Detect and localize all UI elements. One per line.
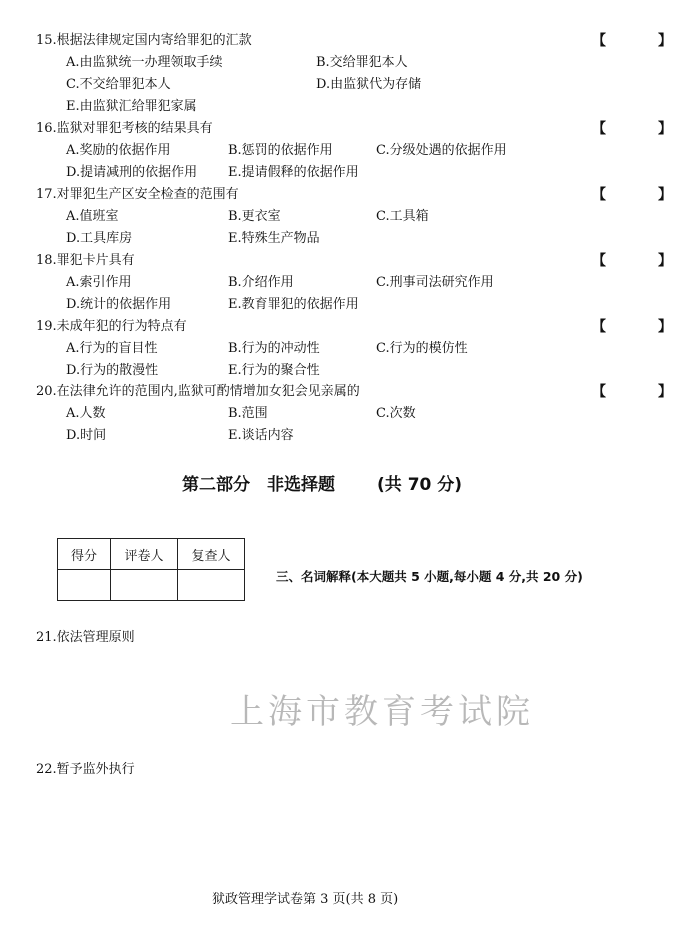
option-e: E.特殊生产物品 [228,231,320,246]
answer-bracket-open: 【 [592,187,606,203]
option-d: D.工具库房 [66,231,133,246]
watermark-stamp: 上海市教育考试院 [230,692,534,732]
option-d: D.由监狱代为存储 [316,77,422,92]
option-e: E.由监狱汇给罪犯家属 [66,99,197,114]
option-b: B.范围 [228,406,268,421]
option-b: B.更衣室 [228,209,281,224]
option-e: E.教育罪犯的依据作用 [228,297,359,312]
reviewer-cell [178,570,245,601]
question-20-stem: 20.在法律允许的范围内,监狱可酌情增加女犯会见亲属的 [36,384,360,399]
question-19-stem: 19.未成年犯的行为特点有 [36,319,187,334]
reviewer-header: 复查人 [178,539,245,570]
option-a: A.奖励的依据作用 [66,143,171,158]
option-e: E.提请假释的依据作用 [228,165,359,180]
option-b: B.行为的冲动性 [228,341,320,356]
score-header: 得分 [58,539,111,570]
option-b: B.介绍作用 [228,275,294,290]
answer-bracket-open: 【 [592,319,606,335]
question-15-stem: 15.根据法律规定国内寄给罪犯的汇款 [36,33,252,48]
option-c: C.行为的模仿性 [376,341,468,356]
option-c: C.刑事司法研究作用 [376,275,494,290]
option-e: E.行为的聚合性 [228,363,320,378]
score-cell [58,570,111,601]
option-d: D.提请减刑的依据作用 [66,165,198,180]
part-two-score: (共 70 分) [377,475,463,495]
option-a: A.人数 [66,406,106,421]
question-22: 22.暂予监外执行 [36,762,135,777]
option-a: A.索引作用 [66,275,132,290]
answer-bracket-open: 【 [592,121,606,137]
answer-bracket-open: 【 [592,33,606,49]
option-a: A.行为的盲目性 [66,341,158,356]
option-d: D.时间 [66,428,107,443]
question-17-stem: 17.对罪犯生产区安全检查的范围有 [36,187,239,202]
answer-bracket-open: 【 [592,384,606,400]
option-b: B.交给罪犯本人 [316,55,408,70]
part-two-heading [182,470,462,495]
answer-bracket-close: 】 [658,253,672,269]
grader-cell [111,570,178,601]
page-footer: 狱政管理学试卷第 3 页(共 8 页) [212,892,399,907]
answer-bracket-close: 】 [658,121,672,137]
answer-bracket-close: 】 [658,319,672,335]
answer-bracket-close: 】 [658,384,672,400]
option-c: C.次数 [376,406,416,421]
answer-bracket-close: 】 [658,187,672,203]
question-16-stem: 16.监狱对罪犯考核的结果具有 [36,121,213,136]
option-b: B.惩罚的依据作用 [228,143,333,158]
option-c: C.分级处遇的依据作用 [376,143,507,158]
option-d: D.行为的散漫性 [66,363,159,378]
grader-header: 评卷人 [111,539,178,570]
option-e: E.谈话内容 [228,428,294,443]
part-two-title: 第二部分 非选择题 [182,475,335,495]
option-c: C.不交给罪犯本人 [66,77,171,92]
answer-bracket-close: 】 [658,33,672,49]
answer-bracket-open: 【 [592,253,606,269]
question-18-stem: 18.罪犯卡片具有 [36,253,135,268]
question-21: 21.依法管理原则 [36,630,135,645]
score-table [57,538,245,601]
option-c: C.工具箱 [376,209,429,224]
option-a: A.值班室 [66,209,119,224]
section-three-heading: 三、名词解释(本大题共 5 小题,每小题 4 分,共 20 分) [276,569,583,584]
option-a: A.由监狱统一办理领取手续 [66,55,223,70]
option-d: D.统计的依据作用 [66,297,172,312]
